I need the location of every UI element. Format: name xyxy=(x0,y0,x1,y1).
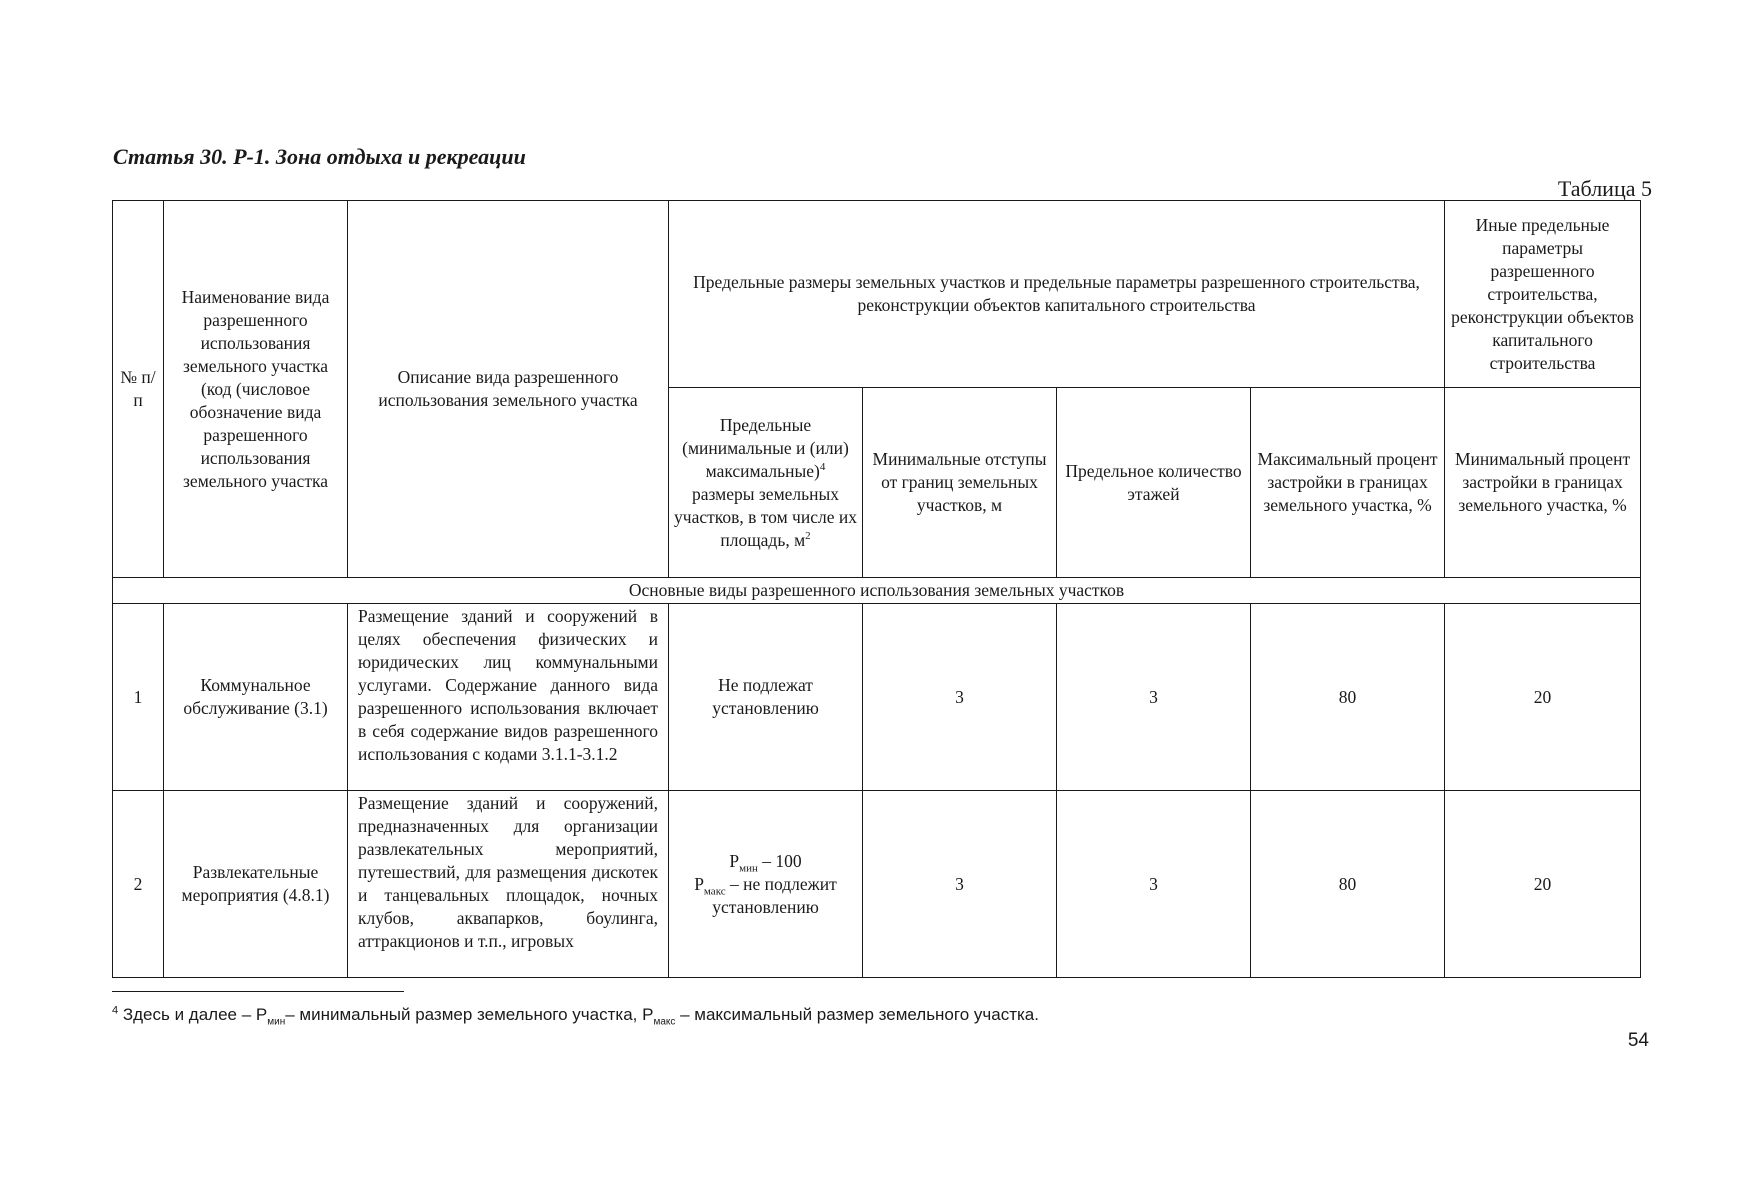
table-row xyxy=(113,604,1641,791)
row-description: Размещение зданий и сооружений в целях обеспечения физических и юридических лиц коммунальными услугами. Содержание данного вида разрешенного использования включает в себя содержание видов разрешенного использования с кодами 3.1.1-3.1.2 xyxy=(348,604,669,791)
table-row xyxy=(113,791,1641,978)
table-number: Таблица 5 xyxy=(1557,176,1652,201)
pmin-symbol: Р xyxy=(729,850,740,871)
row-min-coverage: 20 xyxy=(1445,791,1641,978)
header-use-name: Наименование вида разрешенного использования земельного участка (код (числовое обозначение вида разрешенного использования земельного участка xyxy=(164,201,348,578)
plot-sizes-text: Предельные (минимальные и (или) максимальные) xyxy=(682,414,849,481)
header-floors: Предельное количество этажей xyxy=(1057,388,1251,578)
header-row-1 xyxy=(113,201,1641,388)
page-number: 54 xyxy=(1627,1030,1649,1051)
pmin-value: – 100 xyxy=(757,850,802,871)
row-floors: 3 xyxy=(1057,604,1251,791)
row-setbacks: 3 xyxy=(863,604,1057,791)
article-heading: Статья 30. Р-1. Зона отдыха и рекреации xyxy=(113,144,526,169)
header-limits-group: Предельные размеры земельных участков и предельные параметры разрешенного строительства, реконструкции объектов капитального строительства xyxy=(669,201,1445,388)
footnote-text-1: Здесь и далее – Р xyxy=(118,1005,268,1024)
row-description: Размещение зданий и сооружений, предназначенных для организации развлекательных мероприятий, путешествий, для размещения дискотек и танцевальных площадок, ночных клубов, аквапарков, боулинга, аттракционов и т.п., игровых xyxy=(348,791,669,978)
footnote-number: 4 xyxy=(112,1004,119,1017)
row-max-coverage: 80 xyxy=(1251,604,1445,791)
row-plot-sizes: Не подлежат установлению xyxy=(669,604,863,791)
row-num: 2 xyxy=(113,791,164,978)
plot-sizes-text-2: размеры земельных участков, в том числе их площадь, м xyxy=(674,483,857,550)
footnote-text-3: – максимальный размер земельного участка. xyxy=(675,1005,1039,1024)
header-max-coverage: Максимальный процент застройки в границах земельного участка, % xyxy=(1251,388,1445,578)
pmax-symbol: Р xyxy=(694,873,704,894)
row-plot-sizes xyxy=(669,791,863,978)
footnote-sub-max: макс xyxy=(653,1016,676,1028)
header-min-coverage: Минимальный процент застройки в границах земельного участка, % xyxy=(1445,388,1641,578)
footnote-sub-min: мин xyxy=(267,1016,286,1028)
unit-superscript: 2 xyxy=(805,529,811,542)
section-main-uses: Основные виды разрешенного использования земельных участков xyxy=(113,578,1641,604)
header-plot-sizes xyxy=(669,388,863,578)
header-setbacks: Минимальные отступы от границ земельных участков, м xyxy=(863,388,1057,578)
row-num: 1 xyxy=(113,604,164,791)
row-setbacks: 3 xyxy=(863,791,1057,978)
row-min-coverage: 20 xyxy=(1445,604,1641,791)
row-use-name: Развлекательные мероприятия (4.8.1) xyxy=(164,791,348,978)
header-use-description: Описание вида разрешенного использования земельного участка xyxy=(348,201,669,578)
header-num: № п/п xyxy=(113,201,164,578)
row-max-coverage: 80 xyxy=(1251,791,1445,978)
row-use-name: Коммунальное обслуживание (3.1) xyxy=(164,604,348,791)
pmax-value: – не подлежит установлению xyxy=(712,873,837,917)
pmin-subscript: мин xyxy=(739,862,758,874)
zone-parameters-table xyxy=(112,200,1641,978)
footnote-ref: 4 xyxy=(819,460,826,473)
header-other-params: Иные предельные параметры разрешенного строительства, реконструкции объектов капитального строительства xyxy=(1445,201,1641,388)
section-row xyxy=(113,578,1641,604)
footnote-divider xyxy=(112,991,404,992)
row-floors: 3 xyxy=(1057,791,1251,978)
pmax-subscript: макс xyxy=(703,885,726,897)
footnote xyxy=(112,1004,1039,1028)
footnote-text-2: – минимальный размер земельного участка, Р xyxy=(285,1005,654,1024)
